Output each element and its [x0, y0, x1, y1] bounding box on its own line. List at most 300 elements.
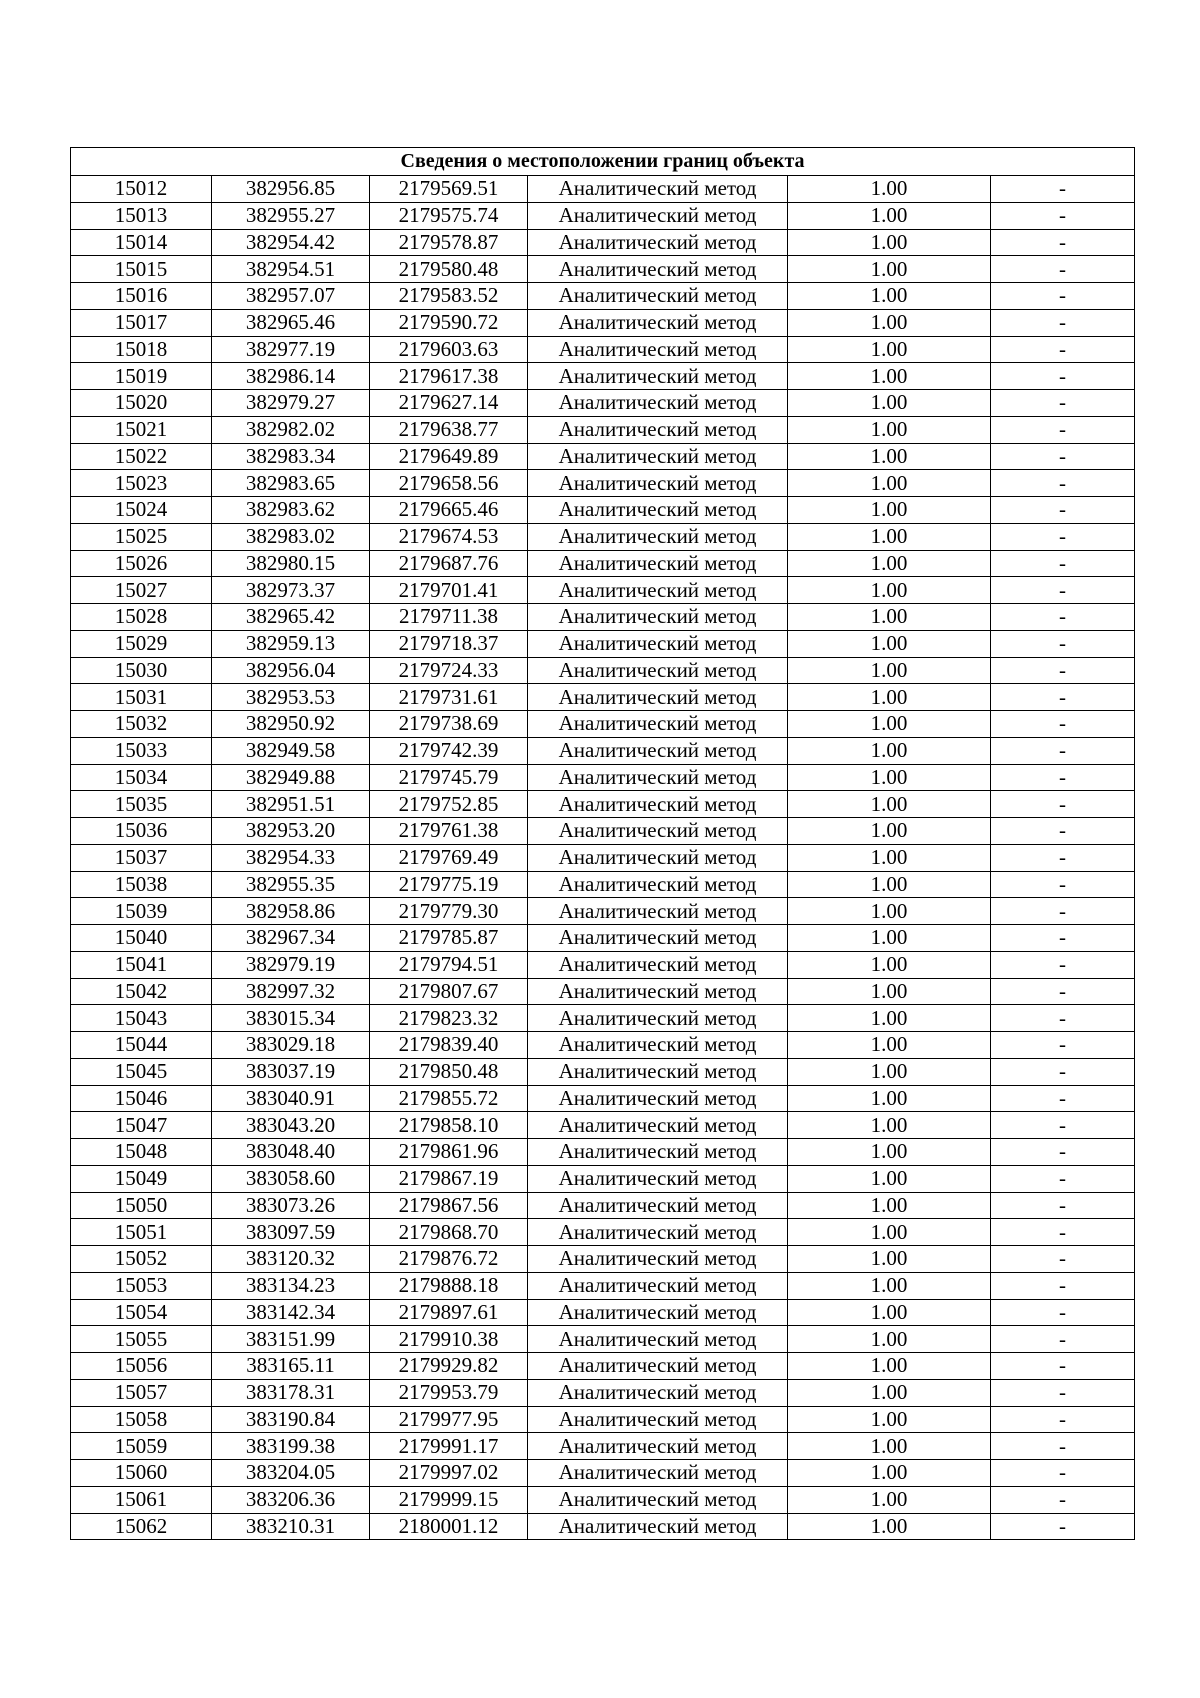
accuracy-cell: 1.00 — [788, 1353, 991, 1380]
description-cell: - — [991, 657, 1135, 684]
point-number-cell: 15042 — [71, 978, 212, 1005]
table-row — [71, 363, 1135, 390]
table-row — [71, 1353, 1135, 1380]
point-number-cell: 15026 — [71, 550, 212, 577]
table-row — [71, 416, 1135, 443]
table-row — [71, 844, 1135, 871]
accuracy-cell: 1.00 — [788, 523, 991, 550]
method-cell: Аналитический метод — [528, 1379, 788, 1406]
description-cell: - — [991, 1326, 1135, 1353]
y-coordinate-cell: 2179999.15 — [370, 1486, 528, 1513]
table-row — [71, 1112, 1135, 1139]
method-cell: Аналитический метод — [528, 1460, 788, 1487]
x-coordinate-cell: 382980.15 — [212, 550, 370, 577]
description-cell: - — [991, 604, 1135, 631]
table-row — [71, 497, 1135, 524]
table-row — [71, 523, 1135, 550]
point-number-cell: 15050 — [71, 1192, 212, 1219]
x-coordinate-cell: 383058.60 — [212, 1165, 370, 1192]
x-coordinate-cell: 382973.37 — [212, 577, 370, 604]
method-cell: Аналитический метод — [528, 390, 788, 417]
accuracy-cell: 1.00 — [788, 1058, 991, 1085]
table-row — [71, 202, 1135, 229]
description-cell: - — [991, 898, 1135, 925]
point-number-cell: 15034 — [71, 764, 212, 791]
method-cell: Аналитический метод — [528, 309, 788, 336]
table-row — [71, 1246, 1135, 1273]
y-coordinate-cell: 2179855.72 — [370, 1085, 528, 1112]
y-coordinate-cell: 2179861.96 — [370, 1139, 528, 1166]
y-coordinate-cell: 2180001.12 — [370, 1513, 528, 1540]
description-cell: - — [991, 283, 1135, 310]
x-coordinate-cell: 382982.02 — [212, 416, 370, 443]
table-row — [71, 1326, 1135, 1353]
method-cell: Аналитический метод — [528, 523, 788, 550]
accuracy-cell: 1.00 — [788, 657, 991, 684]
description-cell: - — [991, 1460, 1135, 1487]
x-coordinate-cell: 382954.33 — [212, 844, 370, 871]
method-cell: Аналитический метод — [528, 1192, 788, 1219]
method-cell: Аналитический метод — [528, 1112, 788, 1139]
method-cell: Аналитический метод — [528, 1058, 788, 1085]
description-cell: - — [991, 1353, 1135, 1380]
y-coordinate-cell: 2179731.61 — [370, 684, 528, 711]
point-number-cell: 15021 — [71, 416, 212, 443]
y-coordinate-cell: 2179569.51 — [370, 176, 528, 203]
table-row — [71, 1058, 1135, 1085]
point-number-cell: 15015 — [71, 256, 212, 283]
accuracy-cell: 1.00 — [788, 604, 991, 631]
x-coordinate-cell: 382986.14 — [212, 363, 370, 390]
point-number-cell: 15030 — [71, 657, 212, 684]
x-coordinate-cell: 382979.27 — [212, 390, 370, 417]
table-row — [71, 470, 1135, 497]
point-number-cell: 15020 — [71, 390, 212, 417]
accuracy-cell: 1.00 — [788, 1299, 991, 1326]
method-cell: Аналитический метод — [528, 1513, 788, 1540]
table-row — [71, 229, 1135, 256]
accuracy-cell: 1.00 — [788, 363, 991, 390]
point-number-cell: 15036 — [71, 818, 212, 845]
table-row — [71, 1005, 1135, 1032]
accuracy-cell: 1.00 — [788, 925, 991, 952]
method-cell: Аналитический метод — [528, 1032, 788, 1059]
description-cell: - — [991, 1486, 1135, 1513]
x-coordinate-cell: 383134.23 — [212, 1272, 370, 1299]
x-coordinate-cell: 382956.85 — [212, 176, 370, 203]
table-row — [71, 684, 1135, 711]
description-cell: - — [991, 390, 1135, 417]
y-coordinate-cell: 2179674.53 — [370, 523, 528, 550]
table-row — [71, 1460, 1135, 1487]
table-row — [71, 1406, 1135, 1433]
x-coordinate-cell: 383043.20 — [212, 1112, 370, 1139]
x-coordinate-cell: 383178.31 — [212, 1379, 370, 1406]
x-coordinate-cell: 382951.51 — [212, 791, 370, 818]
point-number-cell: 15035 — [71, 791, 212, 818]
point-number-cell: 15054 — [71, 1299, 212, 1326]
table-header-row — [71, 148, 1135, 176]
method-cell: Аналитический метод — [528, 604, 788, 631]
method-cell: Аналитический метод — [528, 577, 788, 604]
x-coordinate-cell: 383210.31 — [212, 1513, 370, 1540]
table-row — [71, 336, 1135, 363]
y-coordinate-cell: 2179578.87 — [370, 229, 528, 256]
method-cell: Аналитический метод — [528, 925, 788, 952]
x-coordinate-cell: 383199.38 — [212, 1433, 370, 1460]
description-cell: - — [991, 1272, 1135, 1299]
table-row — [71, 1299, 1135, 1326]
x-coordinate-cell: 382965.46 — [212, 309, 370, 336]
x-coordinate-cell: 382977.19 — [212, 336, 370, 363]
description-cell: - — [991, 951, 1135, 978]
point-number-cell: 15046 — [71, 1085, 212, 1112]
accuracy-cell: 1.00 — [788, 497, 991, 524]
accuracy-cell: 1.00 — [788, 1326, 991, 1353]
description-cell: - — [991, 844, 1135, 871]
table-row — [71, 1139, 1135, 1166]
description-cell: - — [991, 309, 1135, 336]
y-coordinate-cell: 2179745.79 — [370, 764, 528, 791]
accuracy-cell: 1.00 — [788, 1513, 991, 1540]
method-cell: Аналитический метод — [528, 898, 788, 925]
method-cell: Аналитический метод — [528, 336, 788, 363]
table-row — [71, 443, 1135, 470]
method-cell: Аналитический метод — [528, 871, 788, 898]
y-coordinate-cell: 2179997.02 — [370, 1460, 528, 1487]
point-number-cell: 15059 — [71, 1433, 212, 1460]
method-cell: Аналитический метод — [528, 711, 788, 738]
y-coordinate-cell: 2179868.70 — [370, 1219, 528, 1246]
accuracy-cell: 1.00 — [788, 737, 991, 764]
y-coordinate-cell: 2179867.56 — [370, 1192, 528, 1219]
description-cell: - — [991, 1219, 1135, 1246]
point-number-cell: 15052 — [71, 1246, 212, 1273]
point-number-cell: 15047 — [71, 1112, 212, 1139]
x-coordinate-cell: 382979.19 — [212, 951, 370, 978]
y-coordinate-cell: 2179807.67 — [370, 978, 528, 1005]
y-coordinate-cell: 2179711.38 — [370, 604, 528, 631]
x-coordinate-cell: 383120.32 — [212, 1246, 370, 1273]
y-coordinate-cell: 2179617.38 — [370, 363, 528, 390]
method-cell: Аналитический метод — [528, 951, 788, 978]
description-cell: - — [991, 256, 1135, 283]
x-coordinate-cell: 382954.42 — [212, 229, 370, 256]
x-coordinate-cell: 382953.20 — [212, 818, 370, 845]
accuracy-cell: 1.00 — [788, 1486, 991, 1513]
accuracy-cell: 1.00 — [788, 202, 991, 229]
x-coordinate-cell: 383206.36 — [212, 1486, 370, 1513]
method-cell: Аналитический метод — [528, 1486, 788, 1513]
y-coordinate-cell: 2179850.48 — [370, 1058, 528, 1085]
table-row — [71, 256, 1135, 283]
x-coordinate-cell: 382983.65 — [212, 470, 370, 497]
table-row — [71, 176, 1135, 203]
accuracy-cell: 1.00 — [788, 229, 991, 256]
point-number-cell: 15033 — [71, 737, 212, 764]
description-cell: - — [991, 550, 1135, 577]
point-number-cell: 15032 — [71, 711, 212, 738]
description-cell: - — [991, 497, 1135, 524]
y-coordinate-cell: 2179718.37 — [370, 630, 528, 657]
table-row — [71, 764, 1135, 791]
method-cell: Аналитический метод — [528, 1299, 788, 1326]
accuracy-cell: 1.00 — [788, 336, 991, 363]
y-coordinate-cell: 2179590.72 — [370, 309, 528, 336]
method-cell: Аналитический метод — [528, 1406, 788, 1433]
x-coordinate-cell: 382954.51 — [212, 256, 370, 283]
method-cell: Аналитический метод — [528, 229, 788, 256]
table-row — [71, 1433, 1135, 1460]
accuracy-cell: 1.00 — [788, 818, 991, 845]
point-number-cell: 15028 — [71, 604, 212, 631]
point-number-cell: 15037 — [71, 844, 212, 871]
method-cell: Аналитический метод — [528, 1219, 788, 1246]
x-coordinate-cell: 383015.34 — [212, 1005, 370, 1032]
accuracy-cell: 1.00 — [788, 550, 991, 577]
accuracy-cell: 1.00 — [788, 577, 991, 604]
accuracy-cell: 1.00 — [788, 470, 991, 497]
table-title: Сведения о местоположении границ объекта — [71, 148, 1135, 176]
point-number-cell: 15055 — [71, 1326, 212, 1353]
y-coordinate-cell: 2179888.18 — [370, 1272, 528, 1299]
x-coordinate-cell: 382949.58 — [212, 737, 370, 764]
method-cell: Аналитический метод — [528, 1139, 788, 1166]
description-cell: - — [991, 711, 1135, 738]
accuracy-cell: 1.00 — [788, 1219, 991, 1246]
y-coordinate-cell: 2179897.61 — [370, 1299, 528, 1326]
boundary-coordinates-table — [70, 147, 1135, 1540]
description-cell: - — [991, 363, 1135, 390]
method-cell: Аналитический метод — [528, 1165, 788, 1192]
accuracy-cell: 1.00 — [788, 1005, 991, 1032]
description-cell: - — [991, 1112, 1135, 1139]
description-cell: - — [991, 737, 1135, 764]
point-number-cell: 15049 — [71, 1165, 212, 1192]
table-row — [71, 1165, 1135, 1192]
accuracy-cell: 1.00 — [788, 1406, 991, 1433]
accuracy-cell: 1.00 — [788, 630, 991, 657]
y-coordinate-cell: 2179580.48 — [370, 256, 528, 283]
method-cell: Аналитический метод — [528, 791, 788, 818]
table-row — [71, 630, 1135, 657]
y-coordinate-cell: 2179867.19 — [370, 1165, 528, 1192]
y-coordinate-cell: 2179742.39 — [370, 737, 528, 764]
accuracy-cell: 1.00 — [788, 1433, 991, 1460]
table-row — [71, 951, 1135, 978]
y-coordinate-cell: 2179649.89 — [370, 443, 528, 470]
description-cell: - — [991, 1058, 1135, 1085]
accuracy-cell: 1.00 — [788, 256, 991, 283]
y-coordinate-cell: 2179858.10 — [370, 1112, 528, 1139]
description-cell: - — [991, 577, 1135, 604]
description-cell: - — [991, 1433, 1135, 1460]
table-row — [71, 309, 1135, 336]
x-coordinate-cell: 382983.34 — [212, 443, 370, 470]
table-row — [71, 871, 1135, 898]
table-row — [71, 1272, 1135, 1299]
point-number-cell: 15027 — [71, 577, 212, 604]
y-coordinate-cell: 2179638.77 — [370, 416, 528, 443]
accuracy-cell: 1.00 — [788, 283, 991, 310]
method-cell: Аналитический метод — [528, 550, 788, 577]
method-cell: Аналитический метод — [528, 1272, 788, 1299]
point-number-cell: 15017 — [71, 309, 212, 336]
description-cell: - — [991, 925, 1135, 952]
table-row — [71, 978, 1135, 1005]
accuracy-cell: 1.00 — [788, 791, 991, 818]
accuracy-cell: 1.00 — [788, 1460, 991, 1487]
description-cell: - — [991, 871, 1135, 898]
x-coordinate-cell: 382957.07 — [212, 283, 370, 310]
method-cell: Аналитический метод — [528, 1085, 788, 1112]
table-row — [71, 818, 1135, 845]
y-coordinate-cell: 2179953.79 — [370, 1379, 528, 1406]
method-cell: Аналитический метод — [528, 443, 788, 470]
y-coordinate-cell: 2179769.49 — [370, 844, 528, 871]
y-coordinate-cell: 2179752.85 — [370, 791, 528, 818]
point-number-cell: 15051 — [71, 1219, 212, 1246]
method-cell: Аналитический метод — [528, 202, 788, 229]
accuracy-cell: 1.00 — [788, 951, 991, 978]
x-coordinate-cell: 382997.32 — [212, 978, 370, 1005]
accuracy-cell: 1.00 — [788, 1139, 991, 1166]
y-coordinate-cell: 2179724.33 — [370, 657, 528, 684]
x-coordinate-cell: 383165.11 — [212, 1353, 370, 1380]
x-coordinate-cell: 383040.91 — [212, 1085, 370, 1112]
y-coordinate-cell: 2179910.38 — [370, 1326, 528, 1353]
x-coordinate-cell: 382956.04 — [212, 657, 370, 684]
x-coordinate-cell: 382955.35 — [212, 871, 370, 898]
description-cell: - — [991, 764, 1135, 791]
accuracy-cell: 1.00 — [788, 711, 991, 738]
description-cell: - — [991, 1379, 1135, 1406]
table-row — [71, 791, 1135, 818]
description-cell: - — [991, 1192, 1135, 1219]
table-row — [71, 604, 1135, 631]
table-row — [71, 925, 1135, 952]
accuracy-cell: 1.00 — [788, 443, 991, 470]
accuracy-cell: 1.00 — [788, 176, 991, 203]
table-row — [71, 390, 1135, 417]
accuracy-cell: 1.00 — [788, 390, 991, 417]
method-cell: Аналитический метод — [528, 630, 788, 657]
y-coordinate-cell: 2179991.17 — [370, 1433, 528, 1460]
method-cell: Аналитический метод — [528, 1433, 788, 1460]
description-cell: - — [991, 176, 1135, 203]
table-row — [71, 737, 1135, 764]
x-coordinate-cell: 383048.40 — [212, 1139, 370, 1166]
x-coordinate-cell: 383142.34 — [212, 1299, 370, 1326]
accuracy-cell: 1.00 — [788, 1272, 991, 1299]
description-cell: - — [991, 470, 1135, 497]
table-row — [71, 1379, 1135, 1406]
x-coordinate-cell: 382955.27 — [212, 202, 370, 229]
description-cell: - — [991, 1032, 1135, 1059]
y-coordinate-cell: 2179823.32 — [370, 1005, 528, 1032]
description-cell: - — [991, 1246, 1135, 1273]
table-row — [71, 711, 1135, 738]
y-coordinate-cell: 2179658.56 — [370, 470, 528, 497]
method-cell: Аналитический метод — [528, 470, 788, 497]
table-body — [71, 176, 1135, 1540]
method-cell: Аналитический метод — [528, 657, 788, 684]
table-row — [71, 283, 1135, 310]
x-coordinate-cell: 382953.53 — [212, 684, 370, 711]
point-number-cell: 15058 — [71, 1406, 212, 1433]
method-cell: Аналитический метод — [528, 1326, 788, 1353]
y-coordinate-cell: 2179876.72 — [370, 1246, 528, 1273]
method-cell: Аналитический метод — [528, 978, 788, 1005]
method-cell: Аналитический метод — [528, 363, 788, 390]
table-row — [71, 898, 1135, 925]
description-cell: - — [991, 630, 1135, 657]
description-cell: - — [991, 202, 1135, 229]
description-cell: - — [991, 1513, 1135, 1540]
accuracy-cell: 1.00 — [788, 764, 991, 791]
x-coordinate-cell: 382965.42 — [212, 604, 370, 631]
point-number-cell: 15024 — [71, 497, 212, 524]
table-row — [71, 1486, 1135, 1513]
method-cell: Аналитический метод — [528, 818, 788, 845]
description-cell: - — [991, 1005, 1135, 1032]
point-number-cell: 15016 — [71, 283, 212, 310]
y-coordinate-cell: 2179929.82 — [370, 1353, 528, 1380]
method-cell: Аналитический метод — [528, 1246, 788, 1273]
table-row — [71, 1219, 1135, 1246]
x-coordinate-cell: 383204.05 — [212, 1460, 370, 1487]
accuracy-cell: 1.00 — [788, 1085, 991, 1112]
point-number-cell: 15023 — [71, 470, 212, 497]
point-number-cell: 15014 — [71, 229, 212, 256]
x-coordinate-cell: 383190.84 — [212, 1406, 370, 1433]
point-number-cell: 15060 — [71, 1460, 212, 1487]
point-number-cell: 15022 — [71, 443, 212, 470]
point-number-cell: 15043 — [71, 1005, 212, 1032]
method-cell: Аналитический метод — [528, 256, 788, 283]
table-row — [71, 1513, 1135, 1540]
description-cell: - — [991, 1085, 1135, 1112]
method-cell: Аналитический метод — [528, 684, 788, 711]
y-coordinate-cell: 2179738.69 — [370, 711, 528, 738]
y-coordinate-cell: 2179779.30 — [370, 898, 528, 925]
point-number-cell: 15029 — [71, 630, 212, 657]
table-row — [71, 1192, 1135, 1219]
accuracy-cell: 1.00 — [788, 844, 991, 871]
method-cell: Аналитический метод — [528, 764, 788, 791]
point-number-cell: 15045 — [71, 1058, 212, 1085]
x-coordinate-cell: 382967.34 — [212, 925, 370, 952]
y-coordinate-cell: 2179575.74 — [370, 202, 528, 229]
y-coordinate-cell: 2179687.76 — [370, 550, 528, 577]
y-coordinate-cell: 2179794.51 — [370, 951, 528, 978]
point-number-cell: 15039 — [71, 898, 212, 925]
point-number-cell: 15031 — [71, 684, 212, 711]
y-coordinate-cell: 2179701.41 — [370, 577, 528, 604]
point-number-cell: 15048 — [71, 1139, 212, 1166]
x-coordinate-cell: 382983.02 — [212, 523, 370, 550]
accuracy-cell: 1.00 — [788, 1112, 991, 1139]
point-number-cell: 15019 — [71, 363, 212, 390]
x-coordinate-cell: 383037.19 — [212, 1058, 370, 1085]
point-number-cell: 15044 — [71, 1032, 212, 1059]
table-row — [71, 1085, 1135, 1112]
y-coordinate-cell: 2179627.14 — [370, 390, 528, 417]
accuracy-cell: 1.00 — [788, 1379, 991, 1406]
x-coordinate-cell: 382958.86 — [212, 898, 370, 925]
x-coordinate-cell: 382959.13 — [212, 630, 370, 657]
description-cell: - — [991, 818, 1135, 845]
